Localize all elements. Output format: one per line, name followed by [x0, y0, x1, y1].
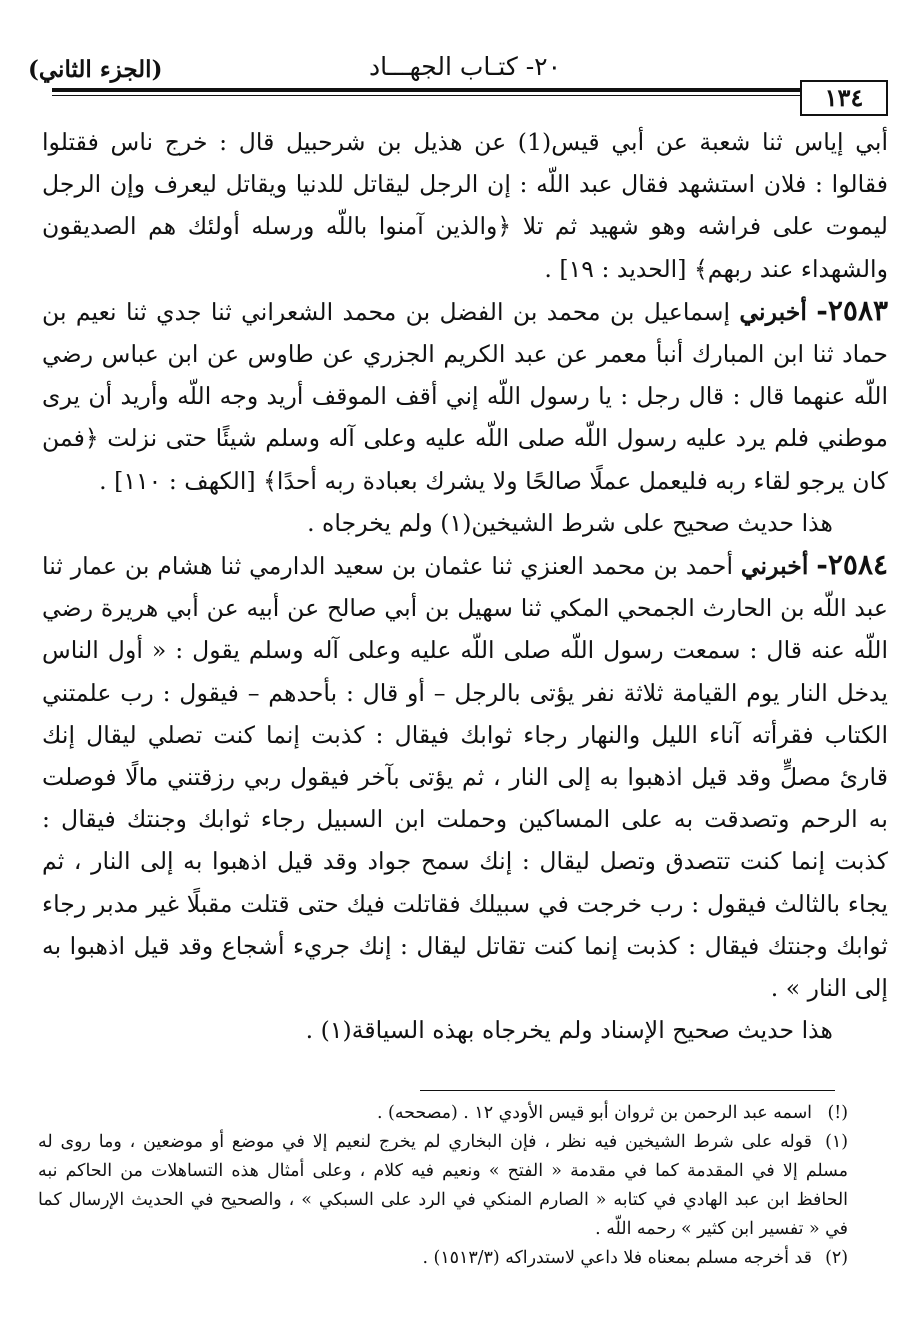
footnotes [38, 1099, 848, 1273]
header-rule-thick [52, 88, 800, 92]
footnote [38, 1244, 848, 1273]
main-text [42, 121, 888, 1051]
hadith-text: أحمد بن محمد العنزي ثنا عثمان بن سعيد الدارمي ثنا هشام بن عمار ثنا عبد اللّه بن الحارث الجمحي المكي ثنا سهيل بن أبي صالح عن أبيه عن أبي هريرة رضي اللّه عنه قال : سمعت رسول اللّه صلى اللّه عليه وعلى آله وسلم يقول : « أول الناس يدخل النار يوم القيامة ثلاثة نفر يؤتى بالرجل – أو قال : بأحدهم – فيقول : رب علمتني الكتاب فقرأته آناء الليل والنهار رجاء ثوابك فيقال : كذبت إنما كنت تصلي ليقال إنك قارئ مصلٍّ وقد قيل اذهبوا به إلى النار ، ثم يؤتى بآخر فيقول ربي رزقتني مالًا فوصلت به الرحم وتصدقت به على المساكين وحملت ابن السبيل رجاء ثوابك وجنتك فيقال : كذبت إنما كنت تتصدق وتصل ليقال : إنك سمح جواد وقد قيل اذهبوا به إلى النار ، ثم يجاء بالثالث فيقول : رب خرجت في سبيلك فقاتلت فيك حتى قتلت مقبلًا غير مدبر رجاء ثوابك وجنتك فيقال : كذبت إنما كنت تقاتل ليقال : إنك جريء أشجاع وقد قيل اذهبوا به إلى النار » . [42, 552, 888, 1003]
hadith-2584 [42, 544, 888, 1009]
volume-label: (الجزء الثاني) [28, 56, 163, 83]
hadith-2583 [42, 290, 888, 502]
footnote-mark: (١) [825, 1132, 848, 1152]
hadith-grade: هذا حديث صحيح على شرط الشيخين(١) ولم يخرجاه . [307, 508, 833, 537]
page-number: ١٣٤ [800, 80, 888, 116]
hadith-lead-word: أخبرني [740, 552, 809, 581]
header-rule-thin [52, 95, 800, 96]
paragraph-continuation: أبي إياس ثنا شعبة عن أبي قيس(1) عن هذيل بن شرحبيل قال : خرج ناس فقتلوا فقالوا : فلان استشهد فقال عبد اللّه : إن الرجل ليقاتل للدنيا ويقاتل ليعرف وإن الرجل ليموت على فراشه وهو شهيد ثم تلا ﴿والذين آمنوا باللّه ورسله أولئك هم الصديقون والشهداء عند ربهم﴾ [الحديد : ١٩] . [42, 128, 889, 283]
footnote-mark: (٢) [825, 1248, 848, 1268]
footnote-text: اسمه عبد الرحمن بن ثروان أبو قيس الأودي ١٢ . (مصححه) . [376, 1103, 812, 1123]
hadith-number: ٢٥٨٣- [816, 293, 889, 327]
footnote [38, 1099, 848, 1128]
hadith-lead-word: أخبرني [739, 297, 807, 326]
hadith-text: إسماعيل بن محمد بن الفضل بن محمد الشعراني ثنا جدي ثنا نعيم بن حماد ثنا ابن المبارك أنبأ معمر عن عبد الكريم الجزري عن طاوس عن ابن عباس رضي اللّه عنهما قال : قال رجل : يا رسول اللّه إني أقف الموقف أريد وجه اللّه وأريد أن يرى موطني فلم يرد عليه رسول اللّه صلى اللّه عليه وعلى آله وسلم شيئًا حتى نزلت ﴿فمن كان يرجو لقاء ربه فليعمل عملًا صالحًا ولا يشرك بعبادة ربه أحدًا﴾ [الكهف : ١١٠] . [42, 297, 888, 495]
footnote-separator [420, 1090, 835, 1091]
footnote-text: قد أخرجه مسلم بمعناه فلا داعي لاستدراكه (١٥١٣/٣) . [422, 1248, 812, 1268]
hadith-grade: هذا حديث صحيح الإسناد ولم يخرجاه بهذه السياقة(١) . [305, 1016, 833, 1045]
footnote-mark: (!) [827, 1103, 848, 1123]
hadith-number: ٢٥٨٤- [816, 548, 889, 582]
footnote-text: قوله على شرط الشيخين فيه نظر ، فإن البخاري لم يخرج لنعيم إلا في موضع أو موضعين ، وما روى له مسلم إلا في المقدمة كما في مقدمة « الفتح » ونعيم فيه كلام ، وعلى أمثال هذه التساهلات من الحاكم نبه الحافظ ابن عبد الهادي في كتابه « الصارم المنكي في الرد على السبكي » ، والصحيح في الحديث الإرسال كما في « تفسير ابن كثير » رحمه اللّه . [38, 1132, 848, 1239]
footnote [38, 1128, 848, 1244]
chapter-title: ٢٠- كتـاب الجهـــاد [368, 52, 562, 81]
